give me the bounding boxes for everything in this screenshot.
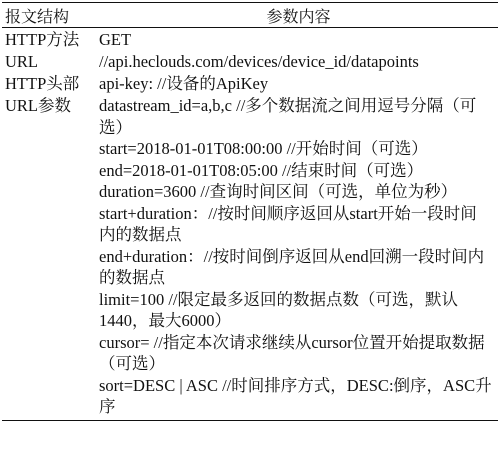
param-end-plus-duration: end+duration：//按时间倒序返回从end回溯一段时间内的数据点 <box>99 246 485 287</box>
row-value-url-params <box>99 95 498 418</box>
table-body <box>2 28 498 420</box>
param-cursor: cursor= //指定本次请求继续从cursor位置开始提取数据（可选） <box>99 332 485 373</box>
row-value-url: //api.heclouds.com/devices/device_id/datapoints <box>99 52 419 71</box>
row-key-http-method: HTTP方法 <box>5 30 80 49</box>
table-row <box>2 73 498 95</box>
row-value-http-header: api-key: //设备的ApiKey <box>99 74 269 93</box>
row-key-url: URL <box>5 52 38 71</box>
table-row <box>2 95 498 418</box>
param-start-plus-duration: start+duration：//按时间顺序返回从start开始一段时间内的数据点 <box>99 203 477 244</box>
header-parameter-content: 参数内容 <box>266 8 331 26</box>
row-key-url-params: URL参数 <box>5 96 71 115</box>
param-end: end=2018-01-01T08:05:00 //结束时间（可选） <box>99 160 424 180</box>
row-value-http-method: GET <box>99 30 132 49</box>
row-key-http-header: HTTP头部 <box>5 74 80 93</box>
param-start: start=2018-01-01T08:00:00 //开始时间（可选） <box>99 139 428 158</box>
table-row <box>2 29 498 51</box>
message-structure-table <box>2 2 498 421</box>
header-message-structure: 报文结构 <box>5 8 70 26</box>
param-limit: limit=100 //限定最多返回的数据点数（可选，默认1440，最大6000） <box>99 289 459 330</box>
param-sort: sort=DESC | ASC //时间排序方式，DESC:倒序，ASC升序 <box>99 375 492 416</box>
param-duration: duration=3600 //查询时间区间（可选，单位为秒） <box>99 182 458 201</box>
table-row <box>2 51 498 73</box>
param-datastream-id: datastream_id=a,b,c //多个数据流之间用逗号分隔（可选） <box>99 96 477 137</box>
table-header <box>2 3 498 28</box>
